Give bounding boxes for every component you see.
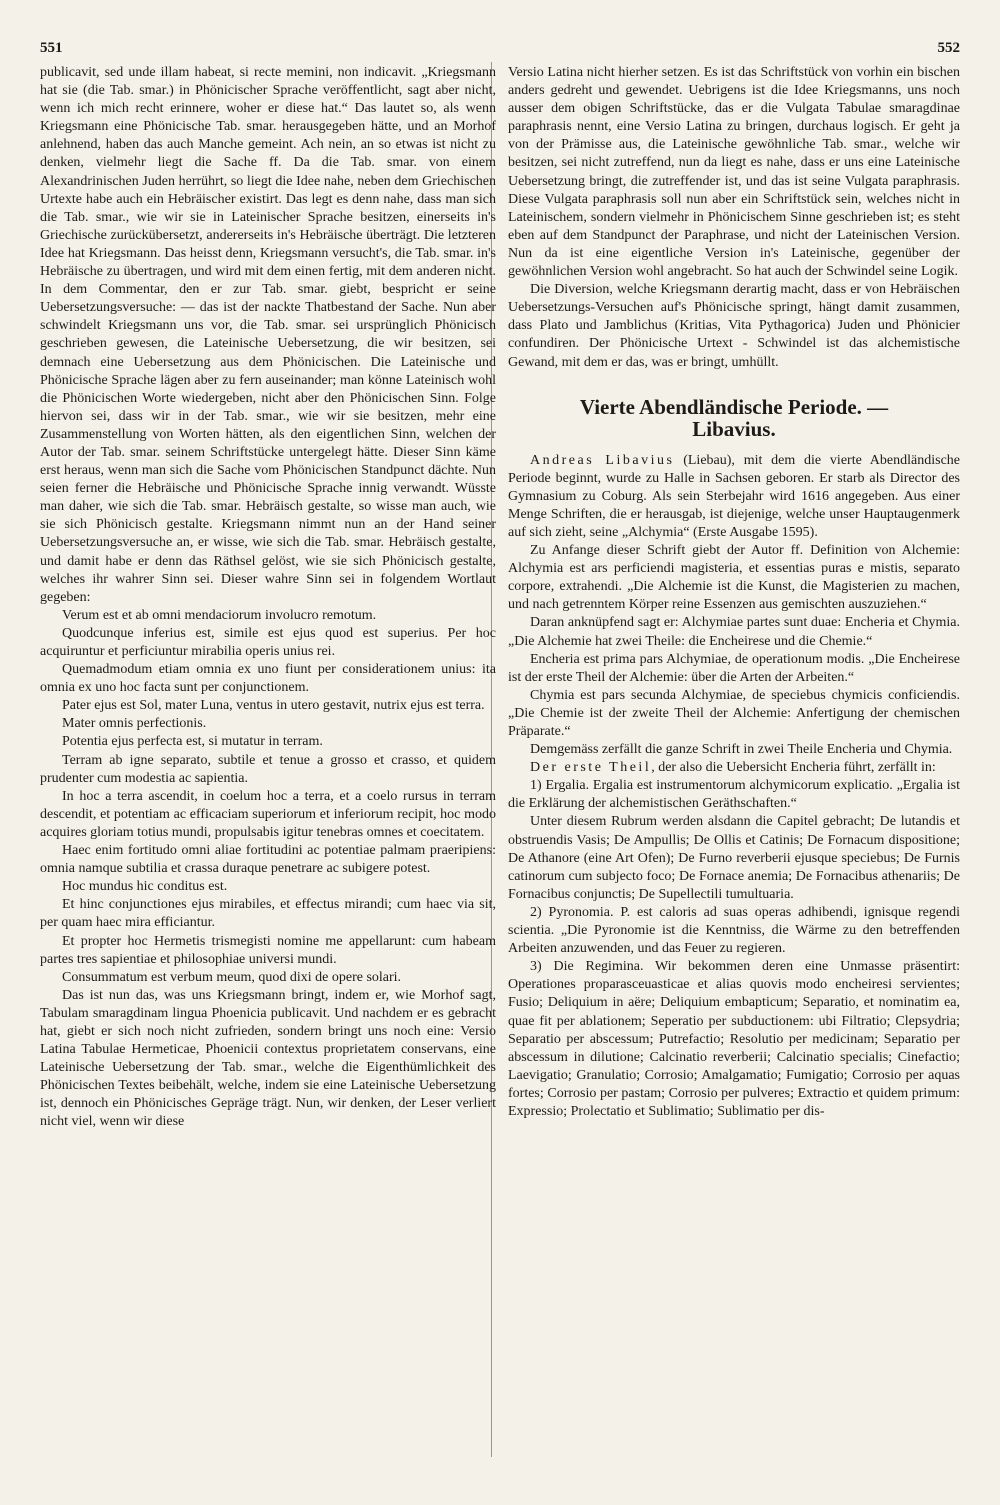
latin-verse: Potentia ejus perfecta est, si mutatur in terram.	[62, 734, 323, 750]
latin-verse: Haec enim fortitudo omni aliae fortitudini ac potentiae palmam praeripiens: omnia namque subtilia et crassa duraque penetrare ac subigere potest.	[40, 843, 496, 877]
latin-verse: Et propter hoc Hermetis trismegisti nomine me appellarunt: cum habeam partes tres sapientiae et philosophiae universi mundi.	[40, 933, 496, 967]
paragraph: 3) Die Regimina. Wir bekommen deren eine Unmasse präsentirt: Operationes proparasceuasticae et alias quovis modo encheiresi servientes; Fusio; Deliquium in aëre; Deliquium embapticum; Separatio, et nominatim ea, quae fit per ablationem; Seperatio per subductionem: ubi Filtratio; Clepsydria; Separatio per abscessum; Putrefactio; Resolutio per medicinam; Separatio per abscessum in dilutione; Calcinatio reverberii; Calcinatio specialis; Cinefactio; Laevigatio; Granulatio; Corrosio; Amalgamatio; Fumigatio; Corrosio per aquas fortes; Corrosio per pastam; Corrosio per pulveres; Extractio et quidem primum: Expressio; Prolectatio et Sublimatio; Sublimatio per dis-	[508, 959, 960, 1119]
left-column	[40, 64, 496, 1132]
paragraph: Zu Anfange dieser Schrift giebt der Autor ff. Definition von Alchemie: Alchymia est ars perficiendi magisteria, et essentias puras e mistis, separato corpore, extrahendi. „Die Alchemie ist die Kunst, die Magisterien zu machen, und nach getrenntem Körper reine Essenzen aus gemischten auszuziehen.“	[508, 543, 960, 613]
paragraph: 2) Pyronomia. P. est caloris ad suas operas adhibendi, ignisque regendi scientia. „Die Pyronomie ist die Kenntniss, die Wärme zu den betreffenden Arbeiten anzuwenden, und das Feuer zu regieren.	[508, 904, 960, 957]
paragraph: Chymia est pars secunda Alchymiae, de speciebus chymicis conficiendis. „Die Chemie ist der zweite Theil der Alchemie: Anfertigung der chemischen Präparate.“	[508, 687, 960, 739]
paragraph: Unter diesem Rubrum werden alsdann die Capitel gebracht; De lutandis et obstruendis Vasis; De Ampullis; De Ollis et Catinis; De Fornacum dispositione; De Athanore (eine Art Ofen); De Furno reverberii ejusque speciebus; De Furnis catinorum cum subjecto foco; De Fornace anemia; De Fornacibus athenariis; De Fornacibus conjunctis; De Supellectili tumultuaria.	[508, 814, 960, 902]
paragraph: Versio Latina nicht hierher setzen. Es ist das Schriftstück von vorhin ein bischen anders gedreht und gewendet. Uebrigens ist die Idee Kriegsmanns, uns noch ausser dem obigen Schriftstücke, das er die Vulgata Tabulae smaragdinae paraphrasis nennt, eine Versio Latina zu bringen, durchaus logisch. Er geht ja von der Prämisse aus, die Lateinische gewöhnliche Tab. smar., welche wir besitzen, sei nicht zutreffend, nun da liegt es nahe, dass er uns eine Lateinische Uebersetzung bringt, die zutreffender ist, und das ist seine Vulgata paraphrasis. Diese Vulgata paraphrasis soll nun aber ein Schriftstück sein, welches nicht in Lateinischem, sondern vielmehr in Phönicischem Sinne geschrieben ist; es steht eben auf dem Standpunct der Paraphrase, und nicht der Lateinischen Version. Nun da ist eine eigentliche Version in's Lateinische, gegenüber der gewöhnlichen Version wohl angebracht. So hat auch der Schwindel seine Logik.	[508, 65, 960, 280]
section-heading	[508, 396, 960, 440]
paragraph-text: , der also die Uebersicht Encheria führt, zerfällt in:	[651, 760, 936, 776]
latin-verse: Quodcunque inferius est, simile est ejus quod est superius. Per hoc acquiruntur et perficiuntur mirabilia operis unius rei.	[40, 625, 496, 659]
latin-verse: In hoc a terra ascendit, in coelum hoc a terra, et a coelo rursus in terram descendit, et potentiam ac efficaciam superiorum et inferiorum recipit, hoc modo acquires gloriam totius mundi, propulsabis igitur tenebras omnes et coecitatem.	[40, 788, 496, 840]
section-heading-line2: Libavius.	[692, 416, 776, 441]
page-number-left: 551	[40, 40, 63, 56]
section-heading-line1: Vierte Abendländische Periode. —	[579, 394, 889, 419]
paragraph: Die Diversion, welche Kriegsmann derartig macht, dass er von Hebräischen Uebersetzungs-Versuchen auf's Phönicische springt, hängt damit zusammen, dass Plato und Jamblichus (Kritias, Vita Pythagorica) Juden und Phönicier confundiren. Der Phönicische Urtext - Schwindel ist das alchemistische Gewand, mit dem er das, was er bringt, umhüllt.	[508, 282, 960, 370]
latin-verse: Et hinc conjunctiones ejus mirabiles, et effectus mirandi; cum haec via sit, per quam haec mira efficiantur.	[40, 897, 496, 931]
page-number-right: 552	[937, 40, 960, 56]
paragraph: Daran anknüpfend sagt er: Alchymiae partes sunt duae: Encheria et Chymia. „Die Alchemie hat zwei Theile: die Encheirese und die Chemie.“	[508, 615, 960, 649]
spaced-term: Der erste Theil	[530, 760, 652, 776]
spaced-name: Andreas Libavius	[530, 452, 675, 468]
paragraph	[508, 759, 960, 777]
latin-verse: Terram ab igne separato, subtile et tenue a grosso et crasso, et quidem prudenter cum modestia ac sapientia.	[40, 752, 496, 786]
paragraph	[508, 452, 960, 542]
latin-verse: Consummatum est verbum meum, quod dixi de opere solari.	[62, 969, 402, 985]
latin-verse: Hoc mundus hic conditus est.	[62, 879, 228, 895]
paragraph: Das ist nun das, was uns Kriegsmann bringt, indem er, wie Morhof sagt, Tabulam smaragdinam lingua Phoenicia publicavit. Und nachdem er es gebracht hat, giebt er sich noch nicht zufrieden, sondern bringt uns noch eine: Versio Latina Tabulae Hermeticae, Phoenicii contextus proprietatem conservans, eine Lateinische Uebersetzung der Tab. smar., welche die Eigenthümlichkeit des Phönicischen Textes beibehält, welche, indem sie eine Lateinische Uebersetzung ist, dennoch ein Phönicisches Gepräge trägt. Nun, wir denken, der Leser verliert nicht viel, wenn wir diese	[40, 987, 496, 1130]
paragraph: 1) Ergalia. Ergalia est instrumentorum alchymicorum explicatio. „Ergalia ist die Erklärung der alchemistischen Geräthschaften.“	[508, 778, 960, 812]
paragraph-text: (Liebau), mit dem die vierte Abendländische Periode beginnt, wurde zu Halle in Sachsen geboren. Er starb als Director des Gymnasium zu Coburg. Als sein Sterbejahr wird 1616 angegeben. Aus einer Menge Schriften, die er herausgab, ist diejenige, welche unser Hauptaugenmerk auf sich zieht, seine „Alchymia“ (Erste Ausgabe 1595).	[508, 452, 960, 540]
right-column	[508, 64, 960, 1121]
paragraph: publicavit, sed unde illam habeat, si recte memini, non indicavit. „Kriegsmann hat sie (die Tab. smar.) in Phönicischer Sprache veröffentlicht, sagt aber nicht, wenn ich mich recht erinnere, woher er diese hat.“ Das lautet so, als wenn Kriegsmann eine Phönicische Tab. smar. herausgegeben hätte, und an Morhof anlehnend, haben das auch Manche gemeint. Ach nein, an so etwas ist nicht zu denken, vielmehr liegt die Sache ff. Da die Tab. smar. von einem Alexandrinischen Juden herrührt, so liegt die Idee nahe, neben dem Griechischen Urtexte habe auch ein Hebräischer existirt. Das legt es denn nahe, dass man sich die Tab. smar., wie wir sie in Lateinischer Sprache besitzen, einerseits in's Griechische zurückübersetzt, andererseits in's Hebräische überträgt. Die letzteren Idee hat Kriegsmann. Das heisst denn, Kriegsmann versucht's, die Tab. smar. in's Hebräische zu übertragen, und wird mit dem einen fertig, mit dem anderen nicht. In dem Commentar, den er zur Tab. smar. giebt, bespricht er seine Uebersetzungsversuche: — das ist der nackte Thatbestand der Sache. Nun aber schwindelt Kriegsmann uns vor, die Tab. smar. sei ursprünglich Phönicisch geschrieben gewesen, die Lateinische Uebersetzung, die wir besitzen, sei demnach eine Uebersetzung aus dem Phönicischen. Die Lateinische und Phönicische Sprache lägen aber zu fern auseinander; man könne Lateinisch wohl die Phönicischen Worte wiedergeben, nicht aber den Phönicischen Sinn. Folge hiervon sei, dass wir in der Tab. smar., wie wir sie besitzen, mehr eine Zusammenstellung von Worten hätten, als den eigentlichen Sinn, welchen der Autor der Tab. smar. seinem Schriftstücke untergelegt hätte. Dieser Sinn käme erst heraus, wenn man sich die Sache vom Phönicischen Standpunct dächte. Nun seien ferner die Hebräische und Phönicische Sprache innig verwandt. Wüsste man daher, wie sich die Tab. smar. Hebräisch gestalte, so wisse man auch, wie sie sich Phönicisch gestalte. Kriegsmann nimmt nun an der Hand seiner Uebersetzungsversuche an, er wisse, wie sich die Tab. smar. Hebräisch gestalte, und damit habe er denn das Räthsel gelöst, wie sie sich Phönicisch gestalte, welches ihr wahrer Sinn sei. Dieser wahre Sinn sei in folgendem Wortlaut gegeben:	[40, 65, 496, 605]
latin-verse: Quemadmodum etiam omnia ex uno fiunt per considerationem unius: ita omnia ex uno hoc facta sunt per conjunctionem.	[40, 662, 496, 696]
paragraph: Demgemäss zerfällt die ganze Schrift in zwei Theile Encheria und Chymia.	[530, 742, 953, 758]
paragraph: Encheria est prima pars Alchymiae, de operationum modis. „Die Encheirese ist der erste Theil der Alchemie: über die Arten der Arbeiten.“	[508, 651, 960, 685]
latin-verse: Mater omnis perfectionis.	[62, 716, 207, 732]
latin-verse: Verum est et ab omni mendaciorum involucro remotum.	[62, 607, 377, 623]
latin-verse: Pater ejus est Sol, mater Luna, ventus in utero gestavit, nutrix ejus est terra.	[62, 698, 485, 714]
